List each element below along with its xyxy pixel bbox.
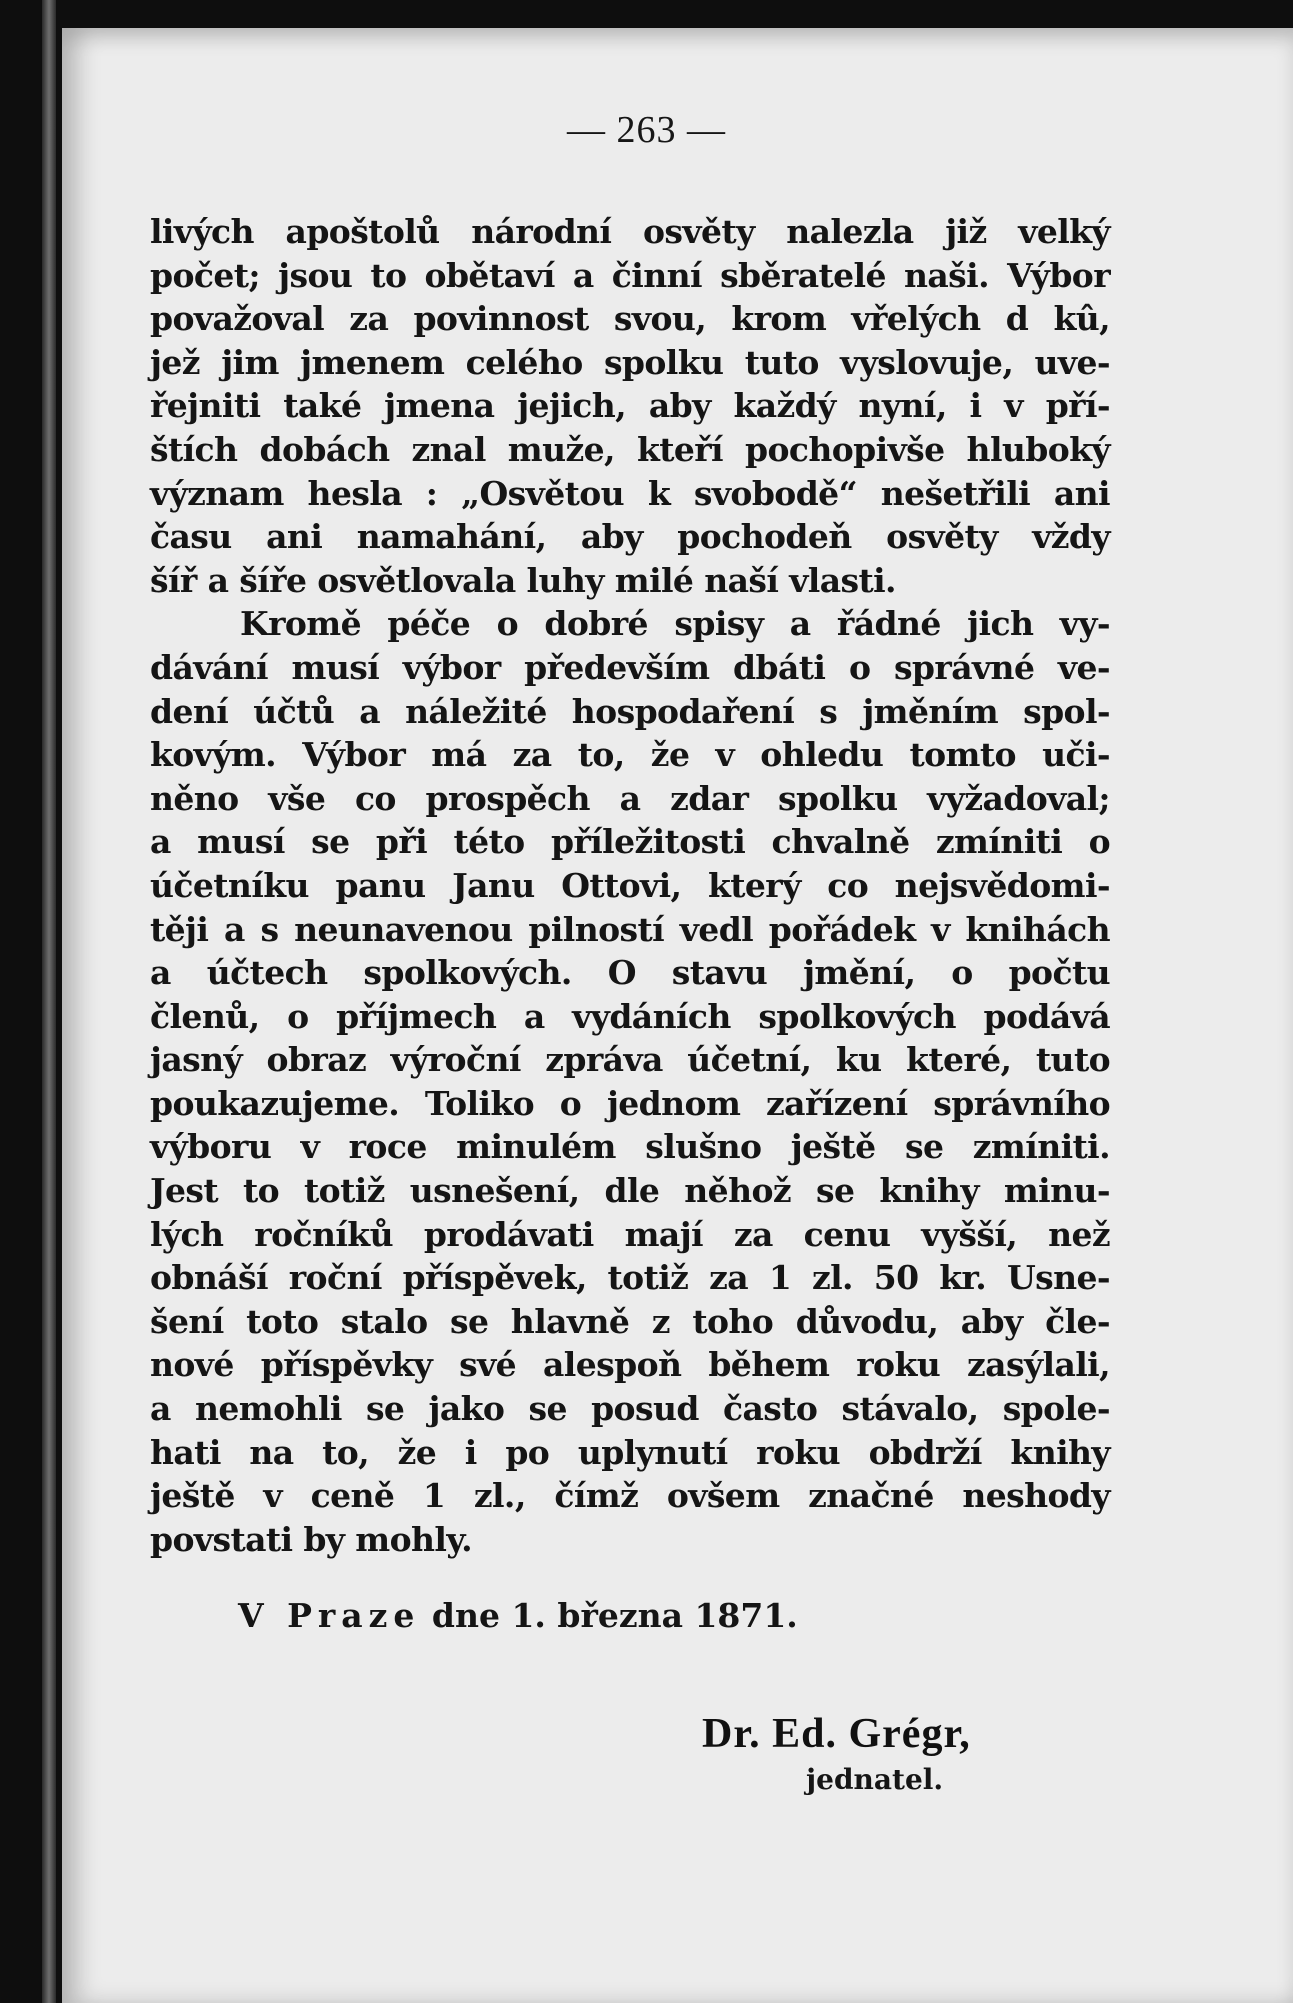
text-line: považoval za povinnost svou, krom vřelých d kû, xyxy=(150,299,1110,339)
text-line: nové příspěvky své alespoň během roku zasýlali, xyxy=(150,1345,1110,1385)
signatory-name: Dr. Ed. Grégr, xyxy=(702,1711,971,1757)
text-line: kovým. Výbor má za to, že v ohledu tomto uči- xyxy=(150,735,1110,775)
text-line: livých apoštolů národní osvěty nalezla již velký xyxy=(150,212,1110,251)
text-line: těji a s neunavenou pilností vedl pořádek v knihách xyxy=(150,909,1110,949)
text-line: jež jim jmenem celého spolku tuto vyslovuje, uve- xyxy=(150,342,1110,382)
text-line: dávání musí výbor především dbáti o správné ve- xyxy=(150,647,1110,687)
text-line: účetníku panu Janu Ottovi, který co nejsvědomi- xyxy=(150,865,1110,905)
text-line: obnáší roční příspěvek, totiž za 1 zl. 50 kr. Usne- xyxy=(150,1258,1110,1298)
body-text xyxy=(150,210,1110,1561)
text-line: a účtech spolkových. O stavu jmění, o počtu xyxy=(150,953,1110,993)
text-line: poukazujeme. Toliko o jednom zařízení správního xyxy=(150,1083,1110,1123)
text-line: něno vše co prospěch a zdar spolku vyžadoval; xyxy=(150,778,1110,818)
text-line: ještě v ceně 1 zl., čímž ovšem značné neshody xyxy=(150,1476,1110,1516)
text-line: význam hesla : „Osvětou k svobodě“ nešetřili ani xyxy=(150,473,1110,513)
text-line: času ani namahání, aby pochodeň osvěty vždy xyxy=(150,517,1110,557)
text-line: Kromě péče o dobré spisy a řádné jich vy- xyxy=(240,604,1110,644)
text-line: povstati by mohly. xyxy=(150,1519,473,1559)
place-name: V Praze xyxy=(238,1596,421,1635)
date-text: dne 1. března 1871. xyxy=(420,1596,798,1635)
text-line: jasný obraz výroční zpráva účetní, ku které, tuto xyxy=(150,1040,1110,1080)
place-and-date xyxy=(238,1596,798,1635)
book-spine-edge xyxy=(42,0,56,2003)
page-number: — 263 — xyxy=(567,109,726,151)
text-line: a nemohli se jako se posud často stávalo, spole- xyxy=(150,1389,1110,1429)
text-line: a musí se při této příležitosti chvalně zmíniti o xyxy=(150,822,1110,862)
text-line: členů, o příjmech a vydáních spolkových podává xyxy=(150,996,1110,1036)
text-line: šíř a šíře osvětlovala luhy milé naší vlasti. xyxy=(150,560,896,600)
text-line: štích dobách znal muže, kteří pochopivše hluboký xyxy=(150,429,1110,469)
text-line: Jest to totiž usnešení, dle něhož se knihy minu- xyxy=(150,1171,1110,1211)
text-line: hati na to, že i po uplynutí roku obdrží knihy xyxy=(150,1432,1110,1472)
text-line: počet; jsou to obětaví a činní sběratelé naši. Výbor xyxy=(150,255,1110,295)
text-line: výboru v roce minulém slušno ještě se zmíniti. xyxy=(150,1127,1110,1167)
text-line: lých ročníků prodávati mají za cenu vyšší, než xyxy=(150,1214,1110,1254)
text-line: řejniti také jmena jejich, aby každý nyní, i v pří- xyxy=(150,386,1110,426)
text-line: šení toto stalo se hlavně z toho důvodu, aby čle- xyxy=(150,1301,1110,1341)
signatory-role: jednatel. xyxy=(806,1763,944,1796)
text-line: dení účtů a náležité hospodaření s jměním spol- xyxy=(150,691,1110,731)
